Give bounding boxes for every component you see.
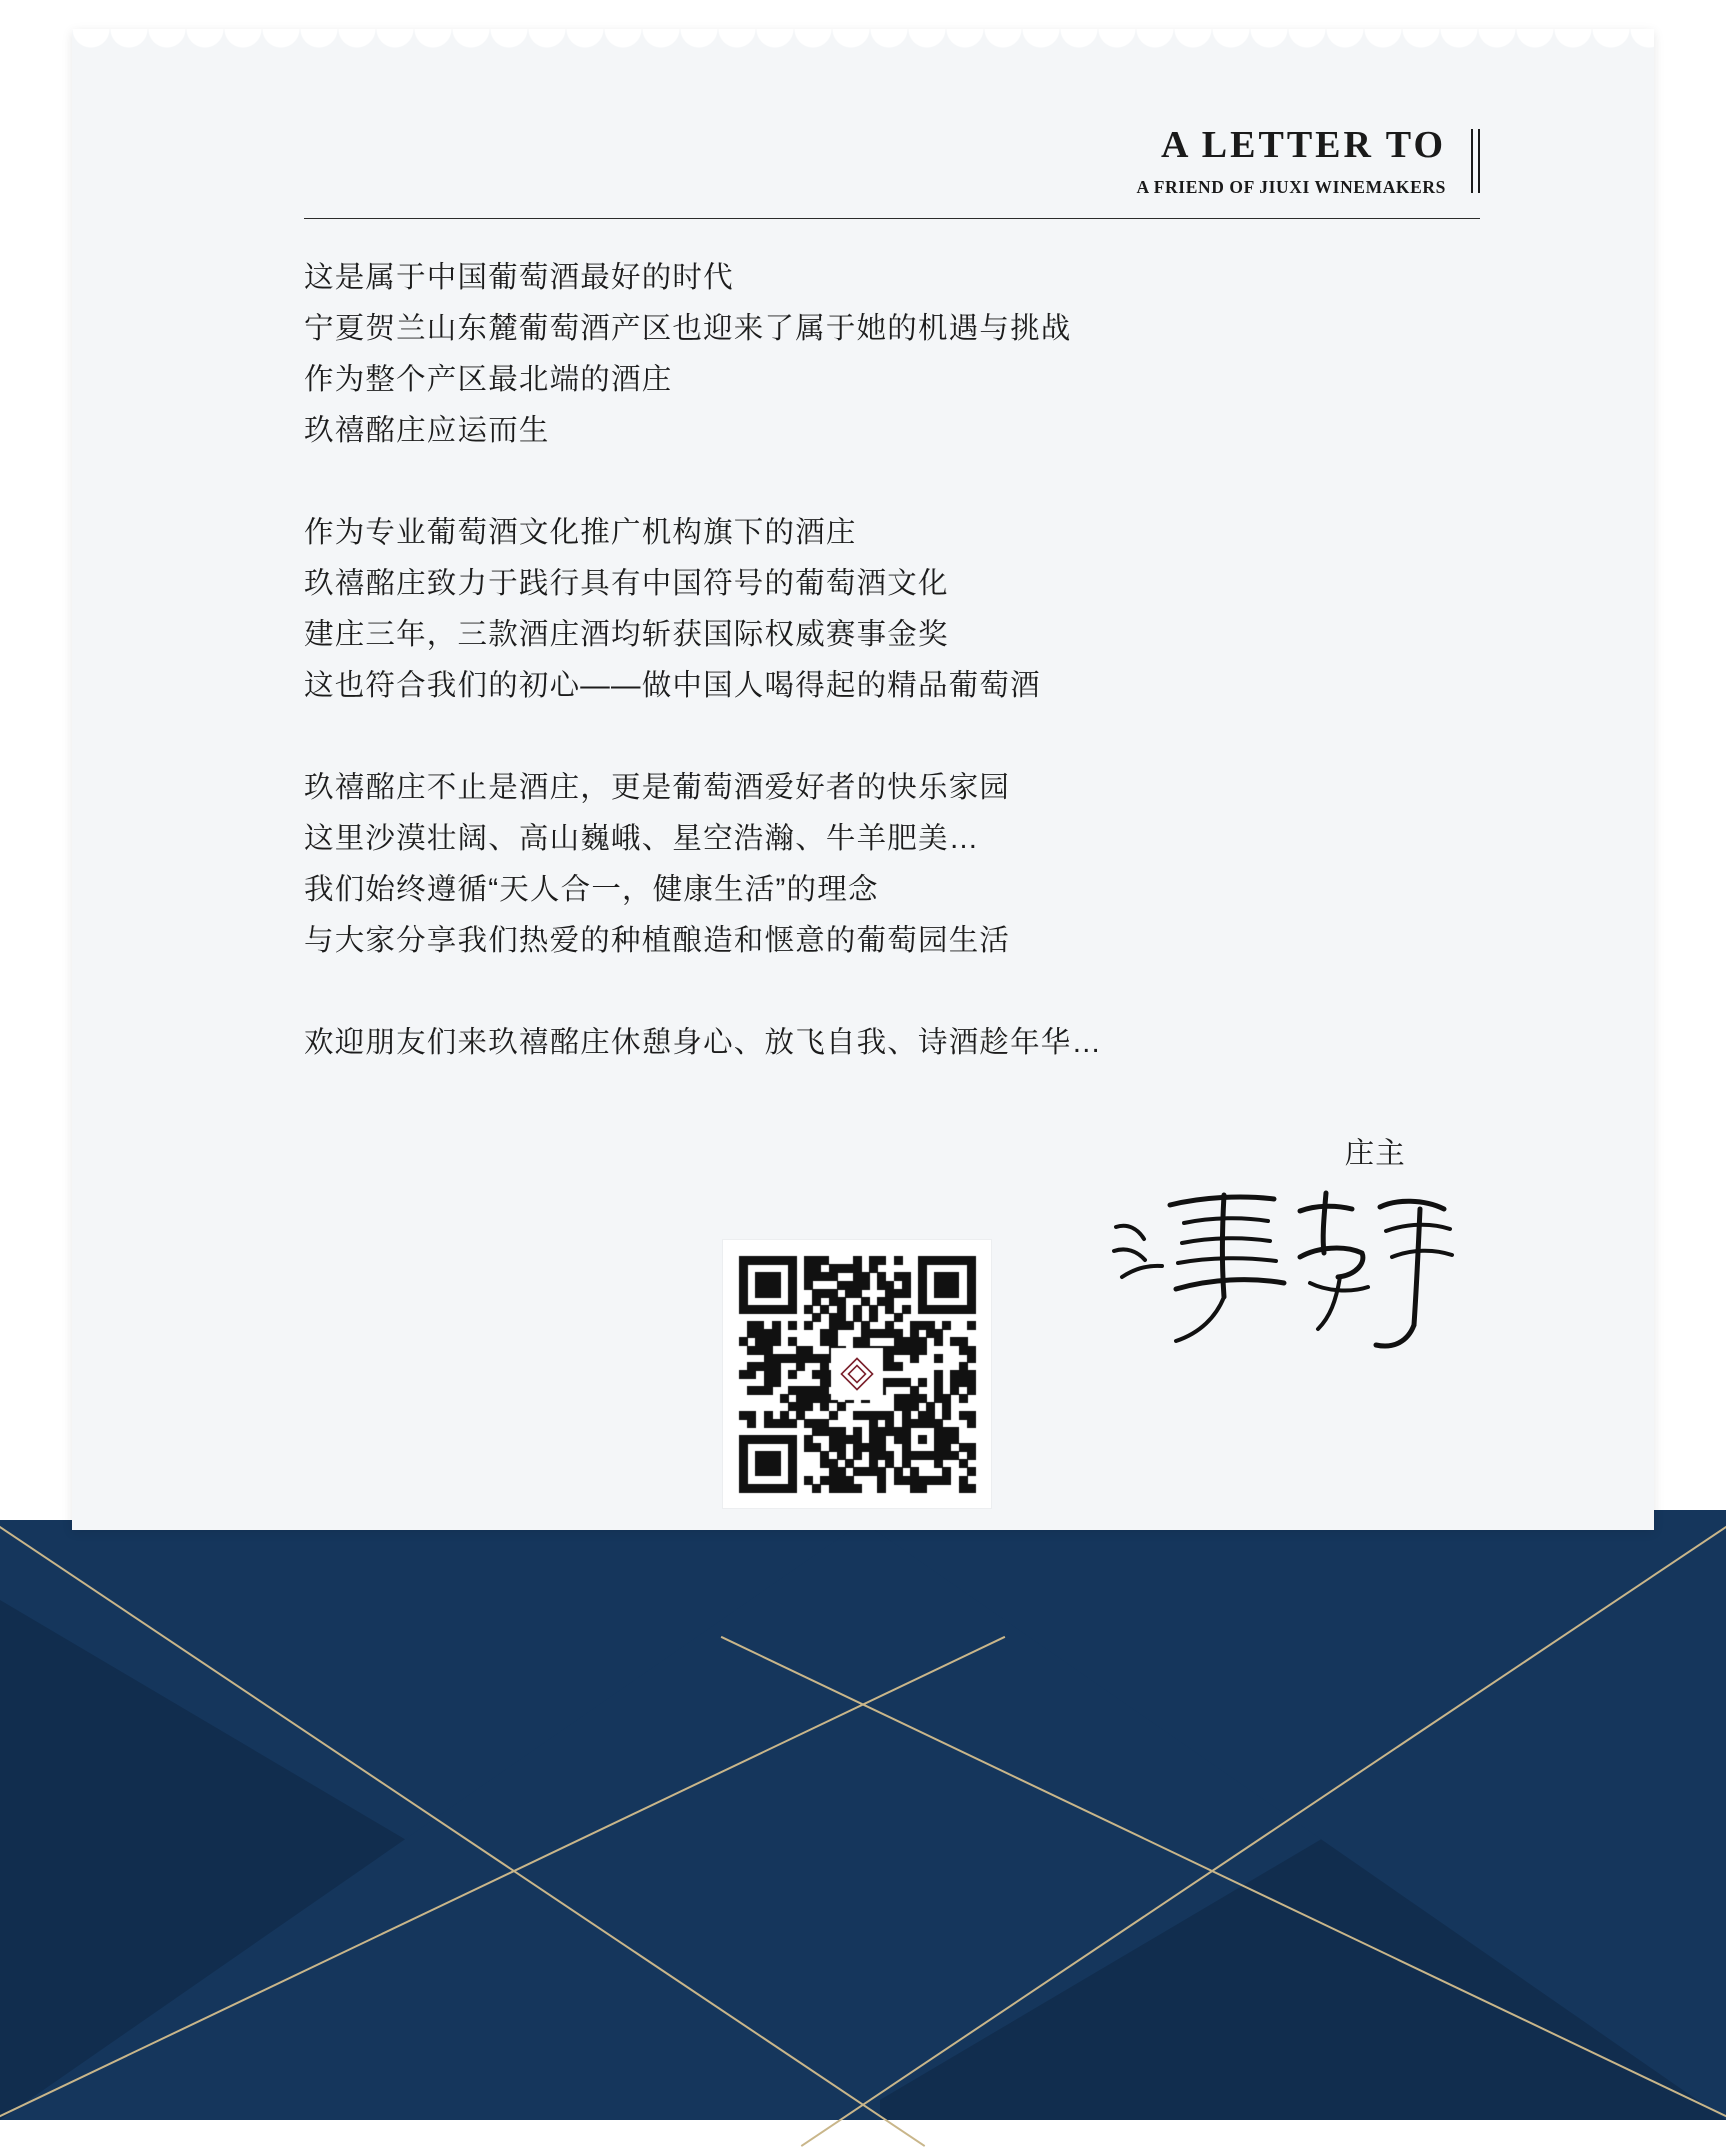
letter-line: 宁夏贺兰山东麓葡萄酒产区也迎来了属于她的机遇与挑战 <box>304 312 1072 345</box>
letter-line: 作为专业葡萄酒文化推广机构旗下的酒庄 <box>304 516 857 549</box>
letter-line: 这也符合我们的初心——做中国人喝得起的精品葡萄酒 <box>304 669 1041 702</box>
letter-line: 我们始终遵循“天人合一，健康生活”的理念 <box>304 873 879 906</box>
header-divider <box>304 218 1480 219</box>
handwritten-signature <box>1104 1165 1464 1355</box>
letter-body <box>304 252 1484 1068</box>
letter-header <box>1137 125 1480 198</box>
letter-line: 玖禧酩庄应运而生 <box>304 414 550 447</box>
qr-code[interactable] <box>723 1240 991 1508</box>
letter-line: 与大家分享我们热爱的种植酿造和惬意的葡萄园生活 <box>304 924 1011 957</box>
letter-paragraph <box>304 507 1484 711</box>
letter-line: 玖禧酩庄致力于践行具有中国符号的葡萄酒文化 <box>304 567 949 600</box>
letter-line: 玖禧酩庄不止是酒庄，更是葡萄酒爱好者的快乐家园 <box>304 771 1011 804</box>
letter-paragraph <box>304 1017 1484 1068</box>
diamond-logo-icon <box>834 1351 880 1397</box>
double-bar-icon <box>1471 129 1480 193</box>
signature-label: 庄主 <box>1344 1137 1406 1170</box>
letter-line: 这是属于中国葡萄酒最好的时代 <box>304 261 734 294</box>
letter-paragraph <box>304 762 1484 966</box>
header-subtitle: A FRIEND OF JIUXI WINEMAKERS <box>1136 176 1446 197</box>
header-title: A LETTER TO <box>1160 124 1446 166</box>
letter-line: 这里沙漠壮阔、高山巍峨、星空浩瀚、牛羊肥美… <box>304 822 980 855</box>
letter-line: 建庄三年，三款酒庄酒均斩获国际权威赛事金奖 <box>304 618 949 651</box>
letter-line: 欢迎朋友们来玖禧酩庄休憩身心、放飞自我、诗酒趁年华… <box>304 1026 1103 1059</box>
letter-paragraph <box>304 252 1484 456</box>
letter-line: 作为整个产区最北端的酒庄 <box>304 363 673 396</box>
